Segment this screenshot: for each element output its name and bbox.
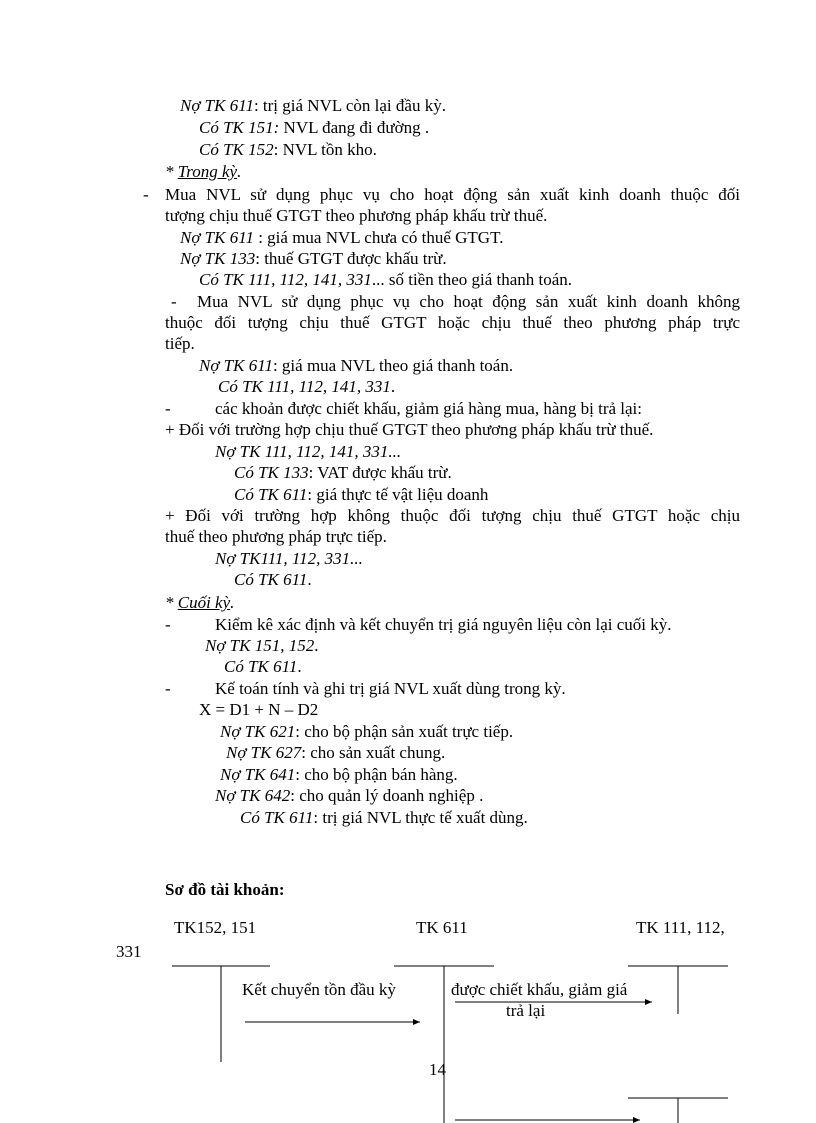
entry-text: . [390, 377, 396, 396]
bullet-dash: - [165, 679, 171, 698]
account-code: Nợ TK 642 [215, 786, 291, 805]
account-code: Nợ TK 611 [180, 96, 254, 115]
account-label-right: TK 111, 112, [636, 918, 725, 937]
diagram-title: Sơ đồ tài khoản: [165, 880, 285, 899]
heading-star: * [165, 162, 178, 181]
account-code: Có TK 133 [234, 463, 309, 482]
entry-text: : giá thực tế vật liệu doanh [307, 485, 489, 504]
paragraph-text: thuộc đối tượng chịu thuế GTGT hoặc chịu thuế theo phương pháp trực [165, 313, 740, 332]
case-line: + Đối với trường hợp chịu thuế GTGT theo phương pháp khấu trừ thuế. [165, 420, 654, 439]
bullet-dash: - [165, 615, 171, 634]
account-code: Có TK 611 [224, 657, 298, 676]
entry-text: . [297, 657, 302, 676]
account-code: Nợ TK 611 [180, 228, 254, 247]
account-label-right-cont: 331 [116, 942, 142, 961]
account-code: Có TK 111, 112, 141, 331 [199, 270, 372, 289]
entry-text: : thuế GTGT được khấu trừ. [255, 249, 447, 268]
entry-debit-cash: Nợ TK 111, 112, 141, 331... [215, 442, 402, 461]
paragraph-line: tượng chịu thuế GTGT theo phương pháp khấu trừ thuế. [165, 206, 548, 225]
entry-text: : cho sản xuất chung. [301, 743, 446, 762]
entry-text: : giá mua NVL theo giá thanh toán. [272, 356, 514, 375]
entry-text: : giá mua NVL chưa có thuế GTGT. [253, 228, 504, 247]
account-code: Nợ TK 151, 152 [205, 636, 315, 655]
page-number: 14 [429, 1060, 446, 1079]
account-code: Có TK 611 [240, 808, 314, 827]
paragraph-line: tiếp. [165, 334, 195, 353]
case-text: + Đối với trường hợp không thuộc đối tượng chịu thuế GTGT hoặc chịu [165, 506, 740, 525]
arrow-label-opening-transfer: Kết chuyển tồn đầu kỳ [242, 980, 396, 999]
paragraph-text: Mua NVL sử dụng phục vụ cho hoạt động sản xuất kinh doanh không [197, 292, 740, 311]
paragraph-line: Kiểm kê xác định và kết chuyển trị giá nguyên liệu còn lại cuối kỳ. [215, 615, 672, 634]
account-code: Có TK 111, 112, 141, 331 [218, 377, 391, 396]
account-code: Có TK 152 [199, 140, 274, 159]
entry-text: : cho bộ phận sản xuất trực tiếp. [295, 722, 514, 741]
arrow-label-discount: được chiết khấu, giảm giá [451, 980, 628, 999]
account-code: Có TK 151: [199, 118, 280, 137]
paragraph-text: Mua NVL sử dụng phục vụ cho hoạt động sản xuất kinh doanh thuộc đối [165, 185, 740, 204]
bullet-dash: - [165, 399, 171, 418]
entry-text: : NVL tồn kho. [273, 140, 377, 159]
case-line: thuế theo phương pháp trực tiếp. [165, 527, 387, 546]
heading-star: * [165, 593, 178, 612]
account-code: Nợ TK 621 [220, 722, 296, 741]
account-code: Nợ TK 627 [226, 743, 302, 762]
bullet-dash: - [143, 185, 149, 204]
account-code: Nợ TK 611 [199, 356, 273, 375]
entry-text: ... số tiền theo giá thanh toán. [371, 270, 573, 289]
entry-text: : trị giá NVL thực tế xuất dùng. [313, 808, 528, 827]
account-label-left: TK152, 151 [174, 918, 257, 937]
entry-text: . [307, 570, 312, 589]
entry-text: : cho quản lý doanh nghiệp . [290, 786, 484, 805]
entry-text: . [314, 636, 319, 655]
paragraph-line: Kế toán tính và ghi trị giá NVL xuất dùng trong kỳ. [215, 679, 566, 698]
formula: X = D1 + N – D2 [199, 700, 319, 719]
entry-debit-cash: Nợ TK111, 112, 331... [215, 549, 363, 568]
heading-end: . [237, 162, 242, 181]
paragraph-line: các khoản được chiết khấu, giảm giá hàng mua, hàng bị trả lại: [215, 399, 643, 418]
heading-text: Cuối kỳ [177, 593, 231, 612]
entry-text: : cho bộ phận bán hàng. [295, 765, 458, 784]
account-code: Nợ TK 133 [180, 249, 256, 268]
entry-text: : VAT được khấu trừ. [308, 463, 452, 482]
account-code: Có TK 611 [234, 570, 308, 589]
account-code: Nợ TK 641 [220, 765, 296, 784]
arrow-label-return: trả lại [506, 1001, 546, 1020]
heading-end: . [230, 593, 235, 612]
account-label-middle: TK 611 [416, 918, 468, 937]
heading-text: Trong kỳ [177, 162, 238, 181]
entry-text: : trị giá NVL còn lại đầu kỳ. [253, 96, 446, 115]
account-code: Có TK 611 [234, 485, 308, 504]
bullet-dash: - [171, 292, 177, 311]
entry-text: NVL đang đi đường . [279, 118, 430, 137]
